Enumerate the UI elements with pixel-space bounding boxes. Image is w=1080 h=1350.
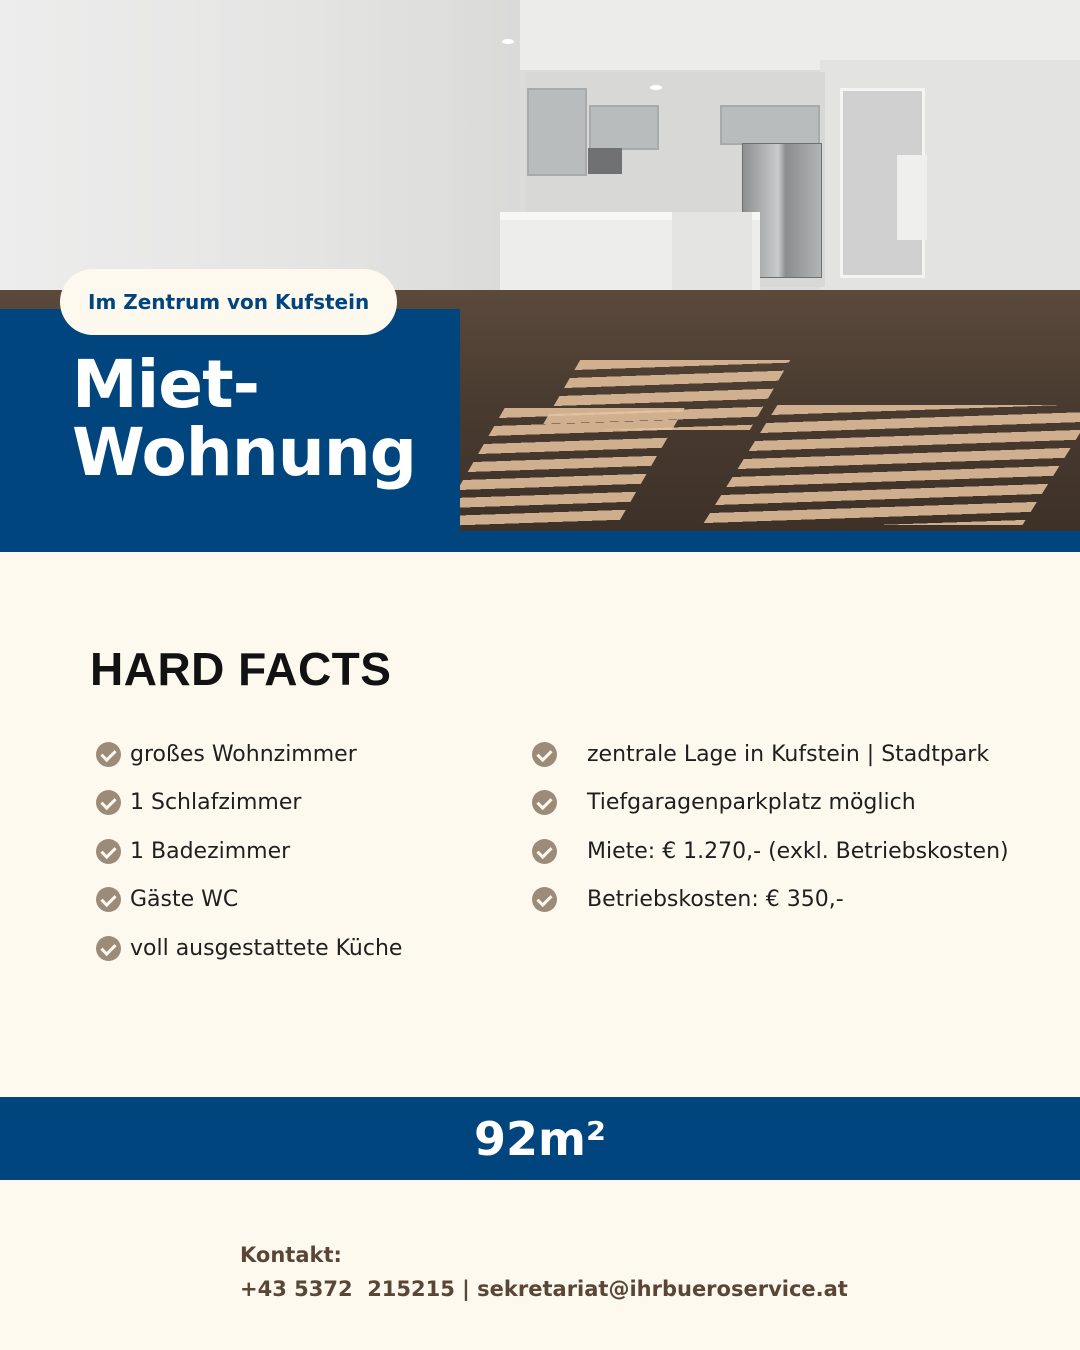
check-circle-icon — [96, 742, 121, 767]
facts-list-right — [532, 730, 1009, 924]
list-item — [96, 924, 402, 973]
fact-text: voll ausgestattete Küche — [130, 935, 403, 961]
check-circle-icon — [96, 887, 121, 912]
fact-text: Miete: € 1.270,- (exkl. Betriebskosten) — [587, 838, 1009, 864]
list-item — [96, 827, 402, 876]
list-item — [532, 779, 1009, 828]
living-area-value: 92m² — [473, 1111, 607, 1166]
check-circle-icon — [532, 790, 557, 815]
contact-line — [240, 1277, 848, 1301]
ceiling-light — [502, 39, 514, 44]
list-item — [532, 876, 1009, 925]
fact-text: Betriebskosten: € 350,- — [587, 887, 844, 913]
fact-text: 1 Schlafzimmer — [130, 790, 302, 816]
hallway-door — [897, 155, 927, 240]
kitchen-cabinet — [527, 88, 587, 176]
contact-separator: | — [454, 1277, 478, 1301]
microwave — [588, 148, 622, 174]
divider-strip — [0, 531, 1080, 552]
fact-text: zentrale Lage in Kufstein | Stadtpark — [587, 741, 990, 767]
title-line-1: Miet- — [72, 346, 260, 423]
check-circle-icon — [532, 742, 557, 767]
fact-text: Tiefgaragenparkplatz möglich — [587, 790, 916, 816]
check-circle-icon — [96, 936, 121, 961]
facts-list-left — [96, 730, 402, 973]
title-line-2: Wohnung — [72, 414, 416, 491]
facts-heading: HARD FACTS — [90, 643, 392, 695]
contact-phone[interactable]: +43 5372 215215 — [240, 1277, 455, 1301]
check-circle-icon — [96, 790, 121, 815]
check-circle-icon — [96, 839, 121, 864]
ceiling-light — [650, 85, 662, 90]
list-item — [96, 730, 402, 779]
list-item — [96, 779, 402, 828]
kitchen-cabinet — [589, 105, 659, 150]
area-banner — [0, 1097, 1080, 1180]
check-circle-icon — [532, 839, 557, 864]
location-tagline: Im Zentrum von Kufstein — [60, 269, 397, 335]
check-circle-icon — [532, 887, 557, 912]
list-item — [96, 876, 402, 925]
fact-text: 1 Badezimmer — [130, 838, 291, 864]
living-room-wall — [0, 0, 520, 300]
contact-email[interactable]: sekretariat@ihrbueroservice.at — [477, 1277, 848, 1301]
kitchen-cabinet — [720, 105, 820, 145]
sunlight-patch — [540, 360, 790, 430]
list-item — [532, 827, 1009, 876]
contact-label: Kontakt: — [240, 1243, 342, 1267]
fact-text: Gäste WC — [130, 887, 239, 913]
fact-text: großes Wohnzimmer — [130, 741, 357, 767]
list-item — [532, 730, 1009, 779]
page-title — [72, 346, 416, 491]
